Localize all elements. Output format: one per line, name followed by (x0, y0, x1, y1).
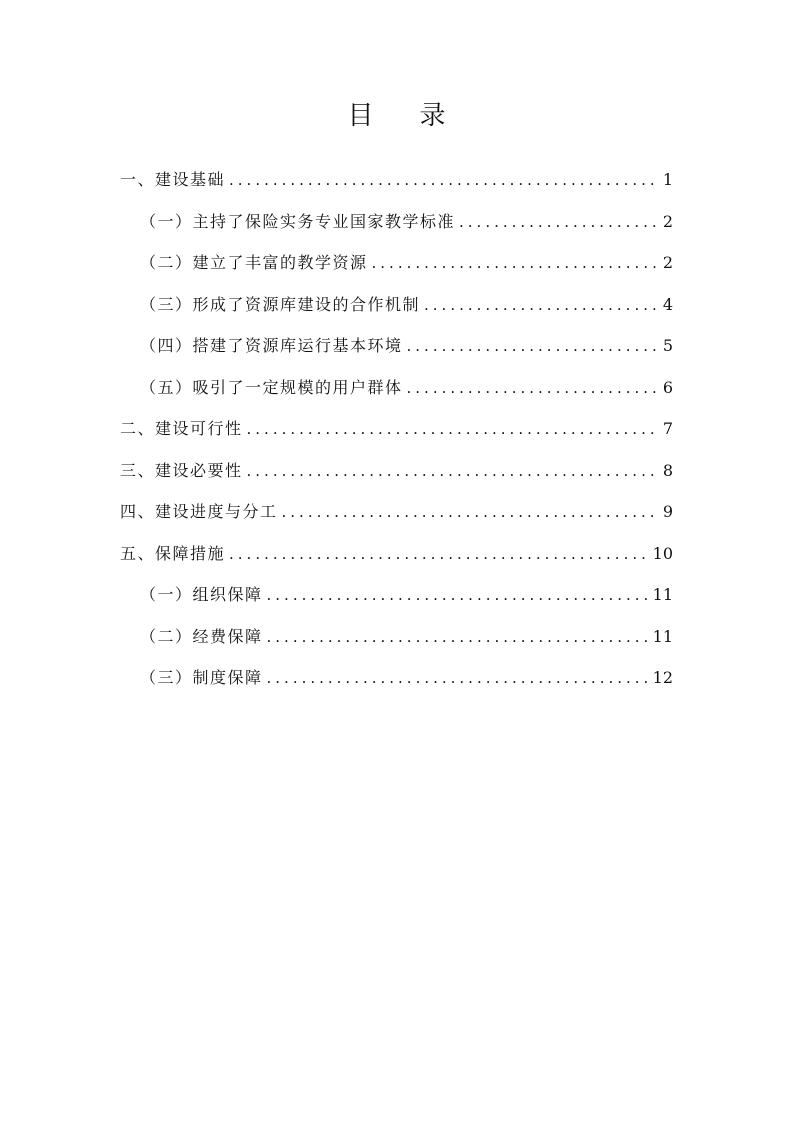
toc-entry-text: （一）组织保障 (140, 585, 263, 604)
toc-page-number: 7 (662, 419, 673, 438)
toc-dot-leader (407, 332, 659, 360)
toc-entry-5-1[interactable] (120, 581, 673, 623)
toc-page-number: 2 (662, 211, 673, 231)
toc-dot-leader (424, 291, 659, 319)
toc-entry-text: 五、保障措施 (120, 543, 226, 563)
toc-dot-leader (229, 166, 659, 194)
toc-entry-text: （三）形成了资源库建设的合作机制 (140, 294, 421, 314)
toc-page-number: 4 (662, 294, 673, 314)
toc-entry-text: （三）制度保障 (140, 668, 263, 687)
page-title: 目录 (347, 101, 492, 131)
toc-page-number: 1 (662, 170, 673, 189)
toc-entry-text: （四）搭建了资源库运行基本环境 (140, 336, 403, 355)
toc-entry-text: 一、建设基础 (120, 170, 226, 189)
toc-page-number: 9 (662, 502, 673, 521)
toc-dot-leader (372, 249, 659, 277)
toc-entry-text: （一）主持了保险实务专业国家教学标准 (140, 211, 456, 231)
toc-entry-1-2[interactable] (120, 249, 673, 291)
toc-page-number: 11 (652, 585, 673, 604)
toc-page-number: 5 (662, 336, 673, 355)
toc-dot-leader (247, 415, 659, 443)
toc-entry-5[interactable] (120, 540, 673, 582)
toc-dot-leader (267, 581, 649, 609)
table-of-contents (120, 166, 673, 706)
toc-page-number: 10 (652, 543, 673, 563)
toc-page-number: 11 (652, 626, 673, 646)
toc-entry-1-4[interactable] (120, 332, 673, 374)
toc-dot-leader (407, 374, 659, 402)
toc-entry-text: 四、建设进度与分工 (120, 502, 278, 521)
toc-dot-leader (459, 208, 659, 236)
toc-dot-leader (247, 457, 659, 485)
toc-page-number: 8 (662, 460, 673, 480)
toc-entry-text: 二、建设可行性 (120, 419, 243, 438)
toc-entry-5-3[interactable] (120, 664, 673, 706)
toc-page-number: 6 (662, 377, 673, 397)
toc-entry-2[interactable] (120, 415, 673, 457)
toc-dot-leader (267, 664, 649, 692)
toc-entry-1-5[interactable] (120, 374, 673, 416)
toc-entry-1-3[interactable] (120, 291, 673, 333)
toc-page-number: 12 (652, 668, 673, 687)
toc-entry-text: （五）吸引了一定规模的用户群体 (140, 377, 403, 397)
toc-page-number: 2 (662, 253, 673, 272)
toc-entry-text: （二）经费保障 (140, 626, 263, 646)
toc-dot-leader (229, 540, 649, 568)
toc-entry-text: （二）建立了丰富的教学资源 (140, 253, 368, 272)
toc-entry-4[interactable] (120, 498, 673, 540)
toc-dot-leader (282, 498, 659, 526)
toc-entry-1[interactable] (120, 166, 673, 208)
toc-entry-1-1[interactable] (120, 208, 673, 250)
toc-dot-leader (267, 623, 649, 651)
toc-entry-3[interactable] (120, 457, 673, 499)
toc-entry-text: 三、建设必要性 (120, 460, 243, 480)
toc-entry-5-2[interactable] (120, 623, 673, 665)
